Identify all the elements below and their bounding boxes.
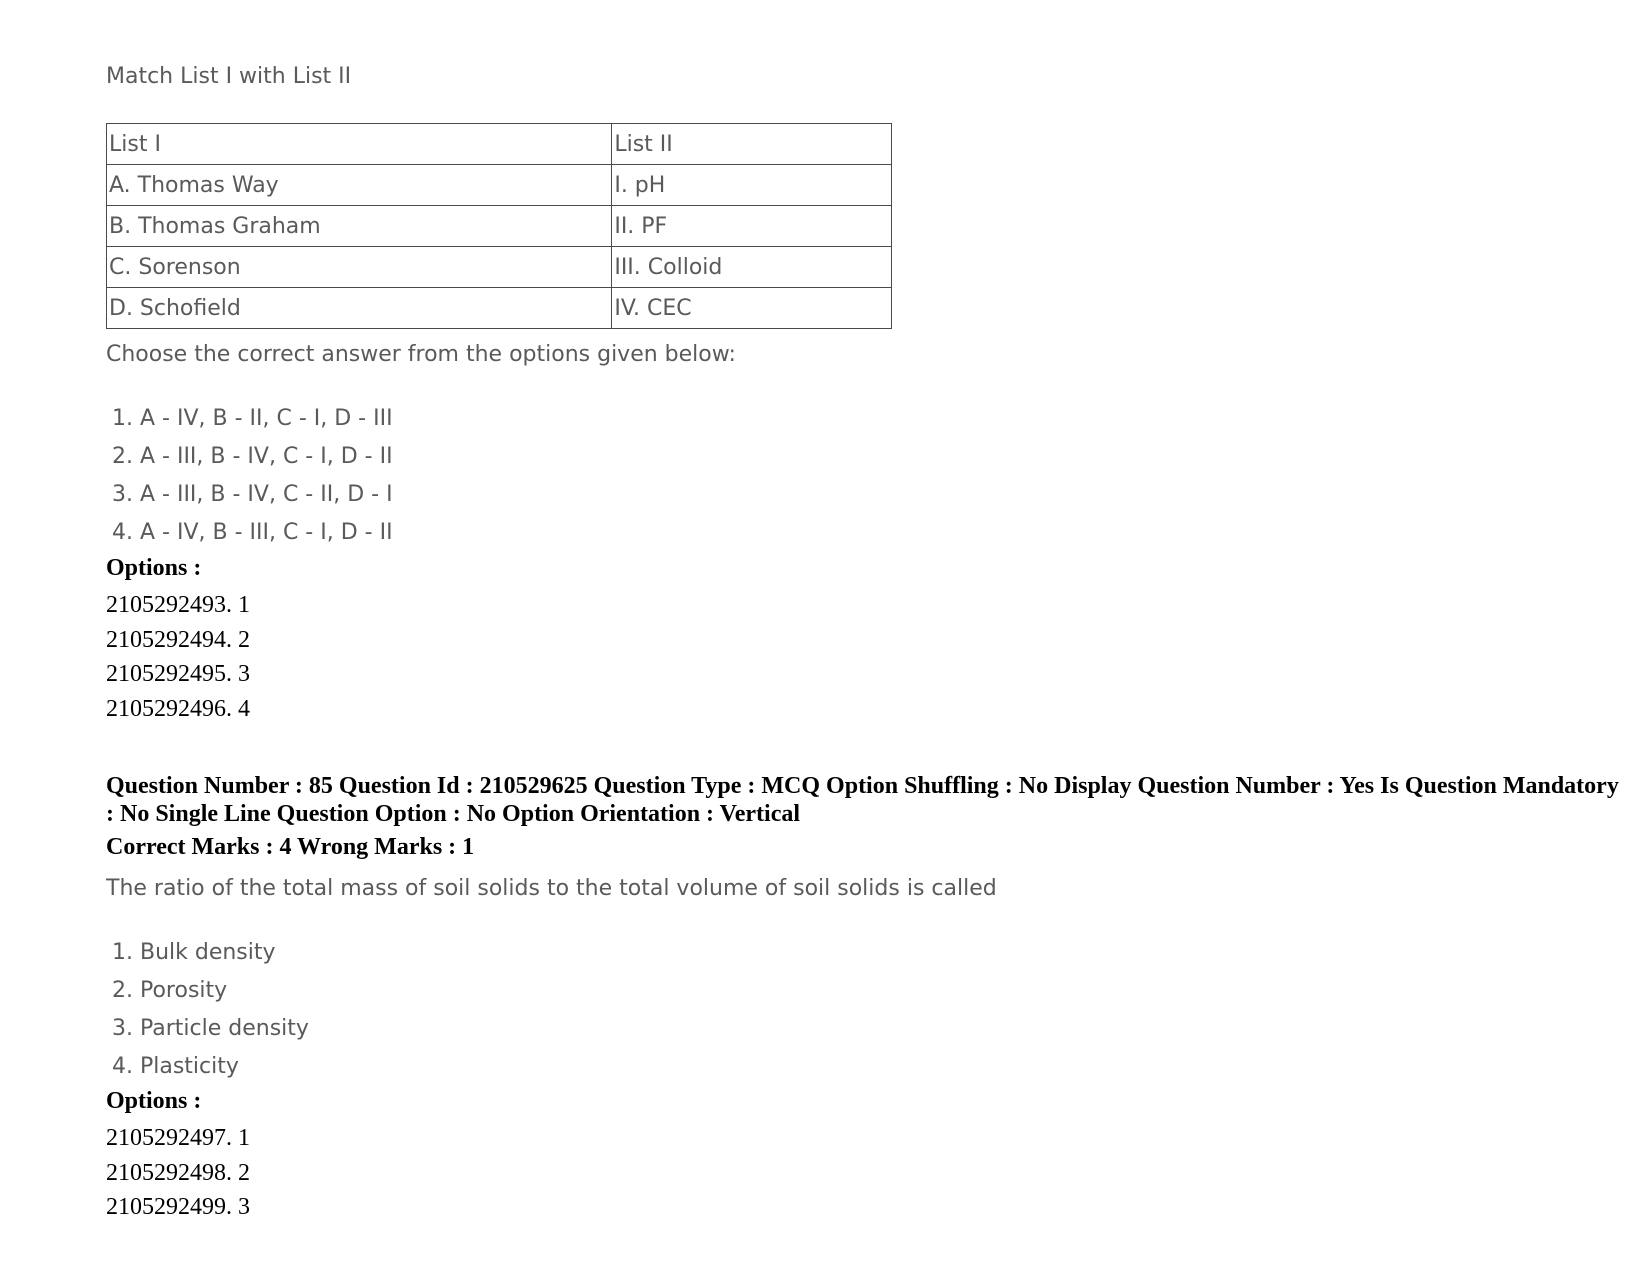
answer-list xyxy=(112,400,393,552)
answer-item: 4. Plasticity xyxy=(112,1054,239,1079)
table-row xyxy=(107,165,892,206)
table-cell: B. Thomas Graham xyxy=(107,206,612,247)
table-cell: C. Sorenson xyxy=(107,247,612,288)
answer-item: 2. A - III, B - IV, C - I, D - II xyxy=(112,444,393,469)
question-text: The ratio of the total mass of soil solids to the total volume of soil solids is called xyxy=(106,876,997,901)
options-label: Options : xyxy=(106,1088,202,1114)
options-label: Options : xyxy=(106,555,202,581)
answer-item: 3. Particle density xyxy=(112,1016,309,1041)
option-id-item: 2105292498. 2 xyxy=(106,1159,250,1186)
answer-item: 4. A - IV, B - III, C - I, D - II xyxy=(112,520,393,545)
question-marks: Correct Marks : 4 Wrong Marks : 1 xyxy=(106,834,475,860)
option-id-item: 2105292493. 1 xyxy=(106,592,250,618)
option-id-list xyxy=(106,588,250,726)
answer-item: 1. A - IV, B - II, C - I, D - III xyxy=(112,406,393,431)
option-id-item: 2105292495. 3 xyxy=(106,661,250,687)
table-header-cell: List I xyxy=(107,124,612,165)
table-row xyxy=(107,247,892,288)
choose-instruction: Choose the correct answer from the options given below: xyxy=(106,342,736,367)
answer-item: 2. Porosity xyxy=(112,978,228,1003)
table-cell: D. Schofield xyxy=(107,288,612,329)
answer-item: 3. A - III, B - IV, C - II, D - I xyxy=(112,482,393,507)
table-row xyxy=(107,288,892,329)
table-cell: A. Thomas Way xyxy=(107,165,612,206)
table-header-cell: List II xyxy=(612,124,892,165)
option-id-item: 2105292494. 2 xyxy=(106,626,250,653)
match-table xyxy=(106,123,892,329)
answer-item: 1. Bulk density xyxy=(112,940,276,965)
table-row xyxy=(107,206,892,247)
table-cell: IV. CEC xyxy=(612,288,892,329)
option-id-list xyxy=(106,1121,250,1225)
question-instruction: Match List I with List II xyxy=(106,64,352,89)
table-cell: I. pH xyxy=(612,165,892,206)
option-id-item: 2105292496. 4 xyxy=(106,695,250,722)
option-id-item: 2105292499. 3 xyxy=(106,1194,250,1220)
table-header-row xyxy=(107,124,892,165)
question-meta: Question Number : 85 Question Id : 210529625 Question Type : MCQ Option Shuffling : No Display Question Number : Yes Is Question Mandatory : No Single Line Question Option : No Option Orientation : Vertical xyxy=(106,773,1619,827)
table-cell: II. PF xyxy=(612,206,892,247)
answer-list xyxy=(112,934,309,1086)
option-id-item: 2105292497. 1 xyxy=(106,1125,250,1151)
table-cell: III. Colloid xyxy=(612,247,892,288)
